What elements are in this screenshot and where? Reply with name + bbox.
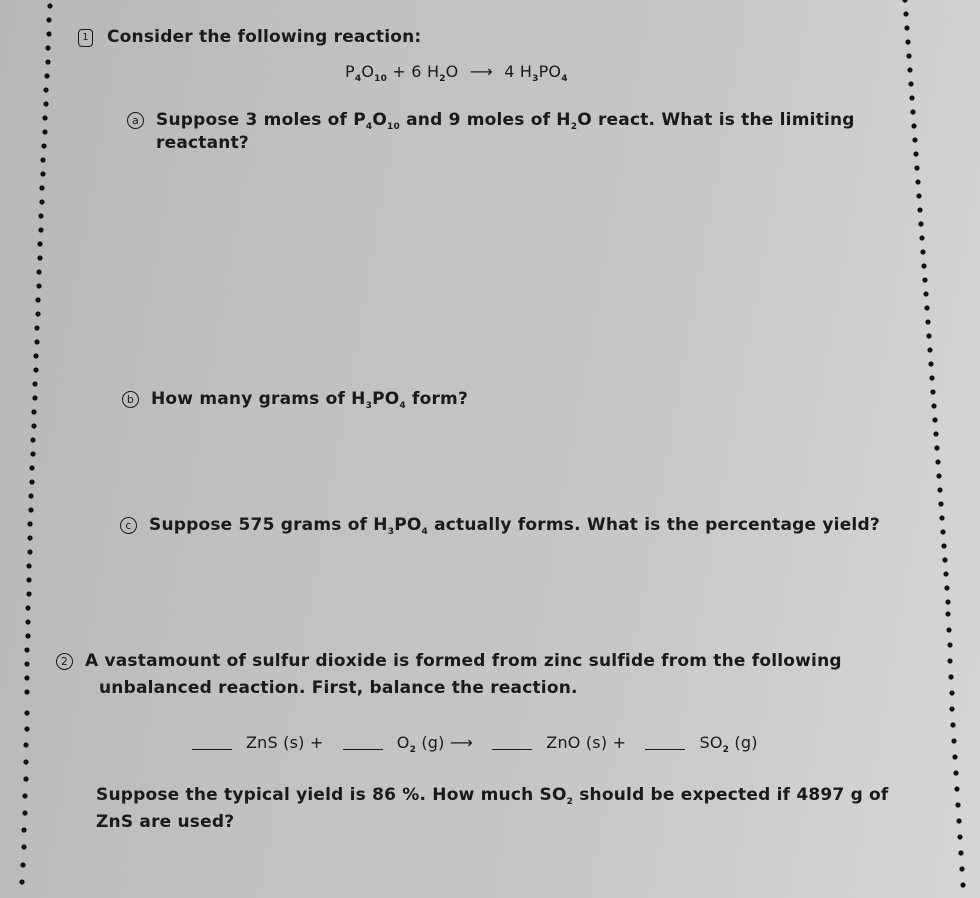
problem-1-intro [78, 27, 421, 47]
part-c-label: c [120, 517, 137, 534]
problem-1-intro-text: Consider the following reaction: [107, 27, 422, 47]
part-a-label: a [127, 112, 144, 129]
problem-2-equation: ZnS $(s) + O_2$ (g) ⟶ ZnO $(s) + SO_2$ (g) [192, 733, 758, 755]
problem-2-question-line2: ZnS are used? [96, 812, 235, 832]
coefficient-blank-4[interactable] [645, 749, 685, 750]
problem-1-equation: $P_4O_{10} + 6$ $H_2O$ ⟶ 4 $H_3PO_4$ [345, 62, 568, 84]
part-a-question-line2: reactant? [156, 133, 249, 153]
part-a-question: a Suppose 3 moles of $P_4O_{10}$ and 9 moles of $H_2O$ react. What is the limiting [127, 110, 855, 132]
part-b-question: b How many grams of $H_3PO_4$ form? [122, 389, 468, 411]
part-c-question: c Suppose 575 grams of $H_3PO_4$ actually forms. What is the percentage yield? [120, 515, 880, 537]
coefficient-blank-3[interactable] [492, 749, 532, 750]
problem-2-intro: 2 A vastamount of sulfur dioxide is formed from zinc sulfide from the following [56, 651, 842, 671]
coefficient-blank-2[interactable] [343, 749, 383, 750]
part-b-label: b [122, 391, 139, 408]
problem-2-question: Suppose the typical yield is 86 %. How much $SO_2$ should be expected if 4897 g of [96, 785, 889, 807]
problem-number-badge: 2 [56, 653, 73, 670]
problem-number-badge: 1 [78, 29, 93, 47]
reaction-arrow: ⟶ [469, 62, 493, 81]
coefficient-blank-1[interactable] [192, 749, 232, 750]
problem-2-intro-line2: unbalanced reaction. First, balance the reaction. [99, 678, 578, 698]
